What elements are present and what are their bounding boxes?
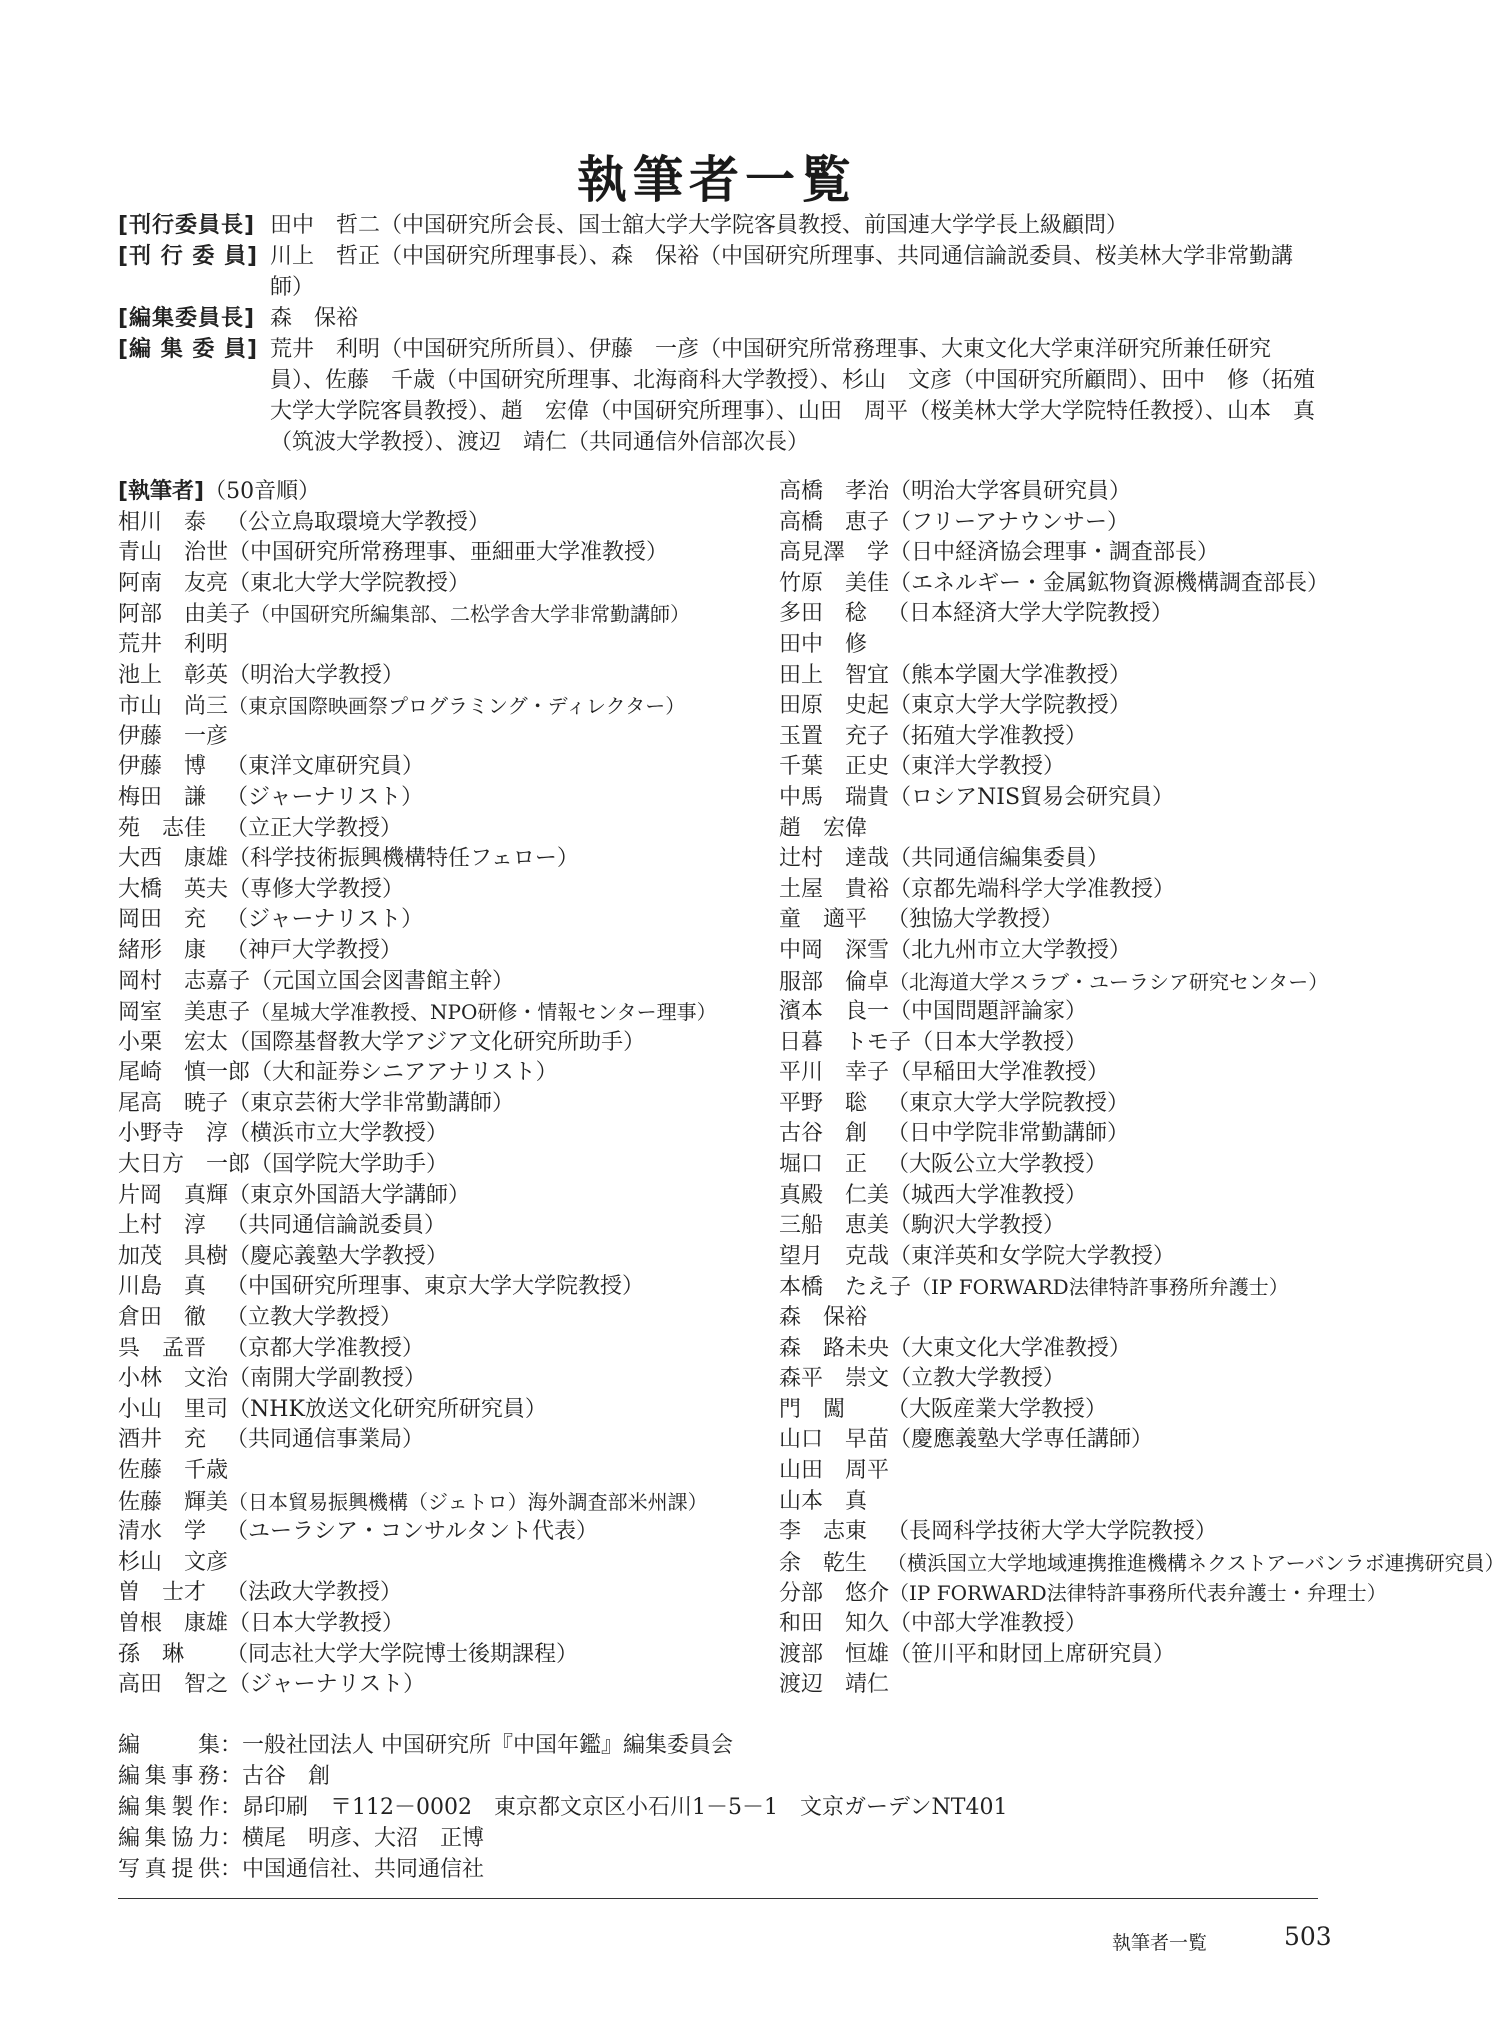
author-name: 酒井 充 [118,1427,207,1453]
author-name: 辻村 達哉 [779,846,890,872]
author-name: 堀口 正 [779,1152,868,1178]
author-entry [118,1456,758,1487]
author-name: 和田 知久 [779,1610,890,1636]
author-entry [118,1609,758,1640]
author-entry [779,1609,1359,1640]
author-entry [118,1578,758,1609]
author-name: 多田 稔 [779,601,868,627]
author-name: 大日方 一郎 [118,1152,251,1178]
author-entry [779,783,1359,814]
author-affiliation: （中国研究所編集部、二松学舎大学非常勤講師） [250,602,691,627]
author-affiliation: （日本経済大学大学院教授） [887,601,1174,627]
author-name: 古谷 創 [779,1121,868,1147]
author-affiliation: （同志社大学大学院博士後期課程） [226,1641,579,1667]
author-name: 川島 真 [118,1274,207,1300]
author-affiliation: （共同通信論説委員） [226,1213,447,1239]
credit-value: ：一般社団法人 中国研究所『中国年鑑』編集委員会 [220,1733,733,1758]
author-affiliation: （北九州市立大学教授） [889,937,1132,963]
author-affiliation: （大阪産業大学教授） [887,1396,1108,1422]
author-name: 梅田 謙 [118,784,207,810]
author-entry [118,1211,758,1242]
author-affiliation: （日中経済協会理事・調査部長） [889,540,1220,566]
author-affiliation: （エネルギー・金属鉱物資源機構調査部長） [889,570,1330,596]
author-name: 本橋 たえ子 [779,1275,912,1301]
author-name: 森 路未央 [779,1335,890,1361]
author-entry [779,1303,1359,1334]
author-affiliation: （IP FORWARD法律特許事務所弁護士） [911,1275,1289,1300]
author-name: 大橋 英夫 [118,876,229,902]
author-entry [779,1242,1359,1273]
author-affiliation: （笹川平和財団上席研究員） [889,1641,1176,1667]
author-entry [118,1517,758,1548]
author-name: 尾高 暁子 [118,1090,229,1116]
author-name: 中馬 瑞貴 [779,784,890,810]
author-entry [118,844,758,875]
author-affiliation: （NHK放送文化研究所研究員） [228,1396,547,1422]
author-entry [118,1425,758,1456]
author-affiliation: （共同通信編集委員） [889,846,1110,872]
author-name: 伊藤 博 [118,754,207,780]
author-affiliation: （日本大学教授） [911,1029,1088,1055]
author-affiliation: （横浜市立大学教授） [228,1121,449,1147]
author-affiliation: （京都大学准教授） [226,1335,425,1361]
author-affiliation: （熊本学園大学准教授） [889,662,1132,688]
author-affiliation: （神戸大学教授） [226,937,403,963]
author-affiliation: （東京大学大学院教授） [887,1090,1130,1116]
author-name: 土屋 貴裕 [779,876,890,902]
author-entry [779,538,1359,569]
author-affiliation: （日本貿易振興機構（ジェトロ）海外調査部米州課） [228,1489,708,1514]
author-affiliation: （大東文化大学准教授） [889,1335,1132,1361]
author-affiliation: （拓殖大学准教授） [889,723,1088,749]
authors-column-left [118,477,758,1701]
author-entry [118,1089,758,1120]
author-entry [118,538,758,569]
author-affiliation: （国際基督教大学アジア文化研究所助手） [228,1029,646,1055]
author-name: 荒井 利明 [118,631,229,657]
author-affiliation: （中国研究所理事、東京大学大学院教授） [226,1274,645,1300]
author-entry [779,599,1359,630]
credit-value: ：古谷 創 [220,1764,331,1789]
author-name: 分部 悠介 [779,1581,890,1607]
author-affiliation: （共同通信事業局） [226,1427,425,1453]
author-entry [779,1640,1359,1671]
credit-value: ：昴印刷 〒112－0002 東京都文京区小石川1－5－1 文京ガーデンNT401 [220,1795,1008,1820]
author-affiliation: （東京芸術大学非常勤講師） [228,1090,515,1116]
author-entry [779,1211,1359,1242]
author-name: 三船 恵美 [779,1213,890,1239]
author-name: 大西 康雄 [118,846,229,872]
author-affiliation: （慶応義塾大学教授） [228,1243,449,1269]
author-name: 呉 孟晋 [118,1335,207,1361]
author-entry [118,1028,758,1059]
author-name: 小野寺 淳 [118,1121,229,1147]
author-entry [118,569,758,600]
author-name: 岡田 充 [118,907,207,933]
author-name: 緒形 康 [118,937,207,963]
author-name: 曽 士才 [118,1580,207,1606]
author-affiliation: （日本大学教授） [228,1610,405,1636]
author-entry [118,1303,758,1334]
author-name: 小山 里司 [118,1396,229,1422]
author-entry [118,1334,758,1365]
author-affiliation: （立正大学教授） [226,815,403,841]
author-affiliation: （城西大学准教授） [889,1182,1088,1208]
author-name: 青山 治世 [118,540,229,566]
author-entry [779,661,1359,692]
author-affiliation: （科学技術振興機構特任フェロー） [228,846,579,872]
author-entry [779,1517,1359,1548]
author-affiliation: （東洋文庫研究員） [226,754,425,780]
author-affiliation: （ジャーナリスト） [226,784,424,810]
author-entry [779,477,1359,508]
author-entry [118,814,758,845]
committee-section [118,210,1318,458]
author-affiliation: （東北大学大学院教授） [228,570,471,596]
author-name: 玉置 充子 [779,723,890,749]
committee-names: 荒井 利明（中国研究所所員）、伊藤 一彦（中国研究所常務理事、大東文化大学東洋研究所兼任研究員）、佐藤 千歳（中国研究所理事、北海商科大学教授）、杉山 文彦（中国研究所顧問）、田中 修（拓殖大学大学院客員教授）、趙 宏偉（中国研究所理事）、山田 周平（桜美林大学大学院特任教授）、山本 真（筑波大学教授）、渡辺 靖仁（共同通信外信部次長） [270,337,1316,455]
author-entry [118,722,758,753]
author-affiliation: （中国研究所常務理事、亜細亜大学准教授） [228,540,669,566]
credit-row [118,1854,1007,1885]
credit-row [118,1823,1007,1854]
author-name: 中岡 深雪 [779,937,890,963]
author-name: 日暮 トモ子 [779,1029,912,1055]
author-entry [779,844,1359,875]
author-name: 岡村 志嘉子 [118,968,251,994]
author-entry [779,1395,1359,1426]
committee-row [118,334,1318,458]
author-entry [779,1456,1359,1487]
author-affiliation: （横浜国立大学地域連携推進機構ネクストアーバンラボ連携研究員） [887,1550,1505,1575]
author-entry [118,752,758,783]
author-entry [118,1242,758,1273]
author-name: 森平 崇文 [779,1366,890,1392]
author-affiliation: （日中学院非常勤講師） [887,1121,1130,1147]
author-entry [118,1364,758,1395]
author-entry [118,1272,758,1303]
author-entry [779,1058,1359,1089]
author-name: 渡部 恒雄 [779,1641,890,1667]
author-affiliation: （駒沢大学教授） [889,1213,1066,1239]
credits-section [118,1730,1007,1885]
author-name: 岡室 美恵子 [118,1000,251,1026]
authors-note: （50音順） [204,479,321,504]
author-entry [779,1425,1359,1456]
author-affiliation: （早稲田大学准教授） [889,1060,1110,1086]
author-name: 渡辺 靖仁 [779,1672,890,1698]
author-name: 小栗 宏太 [118,1029,229,1055]
authors-column-right [779,477,1505,1701]
author-affiliation: （ジャーナリスト） [228,1672,426,1698]
author-name: 苑 志佳 [118,815,207,841]
author-entry [779,1578,1387,1609]
author-entry [779,1364,1359,1395]
author-entry [779,875,1359,906]
author-entry [779,1670,1359,1701]
author-affiliation: （東京国際映画祭プログラミング・ディレクター） [228,694,686,719]
author-entry [118,997,758,1028]
author-name: 平野 聡 [779,1090,868,1116]
author-affiliation: （ジャーナリスト） [226,907,424,933]
author-entry [118,1058,758,1089]
author-affiliation: （明治大学客員研究員） [889,479,1132,504]
author-entry [779,1181,1359,1212]
author-entry [779,997,1359,1028]
author-name: 田中 修 [779,631,868,657]
author-affiliation: （星城大学准教授、NPO研修・情報センター理事） [250,1000,717,1025]
author-entry [779,569,1359,600]
author-affiliation: （法政大学教授） [226,1580,403,1606]
author-name: 真殿 仁美 [779,1182,890,1208]
author-entry [118,936,758,967]
credit-value: ：中国通信社、共同通信社 [220,1857,485,1882]
credit-row [118,1792,1007,1823]
committee-row [118,241,1318,303]
author-affiliation: （国学院大学助手） [250,1152,449,1178]
page-title: 執筆者一覧 [577,151,857,209]
credit-label: 編集協力 [118,1826,220,1851]
author-entry [118,1670,758,1701]
committee-role: [刊 行 委 員] [118,244,259,269]
author-affiliation: （東洋英和女学院大学教授） [889,1243,1176,1269]
author-entry [779,936,1359,967]
author-name: 清水 学 [118,1519,207,1545]
author-entry [779,508,1359,539]
author-name: 加茂 具樹 [118,1243,229,1269]
author-name: 阿部 由美子 [118,602,251,628]
author-entry [118,1150,758,1181]
author-entry [118,1640,758,1671]
author-entry [779,967,1359,998]
credit-value: ：横尾 明彦、大沼 正博 [220,1826,485,1851]
author-name: 山田 周平 [779,1458,890,1483]
author-name: 高見澤 学 [779,540,890,566]
author-name: 伊藤 一彦 [118,723,229,749]
author-name: 倉田 徹 [118,1305,207,1331]
author-name: 童 適平 [779,907,868,933]
credit-row [118,1730,1007,1761]
committee-row [118,210,1318,241]
committee-role: [編 集 委 員] [118,337,259,362]
author-name: 山本 真 [779,1488,868,1514]
author-affiliation: （南開大学副教授） [228,1366,427,1392]
author-name: 濱本 良一 [779,999,890,1025]
author-entry [118,661,758,692]
author-entry [779,752,1359,783]
credit-label: 写真提供 [118,1857,220,1882]
author-name: 平川 幸子 [779,1060,890,1086]
author-name: 相川 泰 [118,509,207,535]
author-entry [779,905,1359,936]
author-name: 望月 克哉 [779,1243,890,1269]
author-name: 趙 宏偉 [779,815,868,841]
footer-label: 執筆者一覧 [1112,1932,1208,1954]
author-name: 杉山 文彦 [118,1549,229,1575]
author-name: 高橋 孝治 [779,479,890,504]
author-affiliation: （慶應義塾大学専任講師） [889,1427,1154,1453]
author-affiliation: （独協大学教授） [887,907,1064,933]
author-entry [779,630,1359,661]
page-number: 503 [1284,1922,1332,1951]
author-name: 門 闖 [779,1396,846,1422]
author-entry [779,1487,1359,1518]
author-affiliation: （東京外国語大学講師） [228,1182,471,1208]
author-name: 李 志東 [779,1519,868,1545]
committee-names: 森 保裕 [270,306,359,331]
author-entry [779,1548,1505,1579]
author-entry [118,599,758,630]
author-entry [118,508,758,539]
author-affiliation: （大阪公立大学教授） [887,1152,1108,1178]
author-entry [118,875,758,906]
author-name: 阿南 友亮 [118,570,229,596]
author-name: 服部 倫卓 [779,969,890,995]
author-entry [118,1181,758,1212]
author-affiliation: （中国問題評論家） [889,999,1088,1025]
author-affiliation: （立教大学教授） [226,1305,403,1331]
footer-divider [118,1898,1318,1899]
author-entry [779,1334,1359,1365]
author-name: 田上 智宜 [779,662,890,688]
author-entry [118,1487,758,1518]
author-affiliation: （東京大学大学院教授） [889,693,1132,719]
author-name: 高橋 恵子 [779,509,890,535]
author-entry [779,722,1359,753]
author-affiliation: （明治大学教授） [228,662,405,688]
credit-label: 編集事務 [118,1764,220,1789]
author-affiliation: （東洋大学教授） [889,754,1066,780]
author-entry [118,905,758,936]
committee-names: 川上 哲正（中国研究所理事長）、森 保裕（中国研究所理事、共同通信論説委員、桜美林大学非常勤講師） [270,244,1294,300]
author-name: 田原 史起 [779,693,890,719]
author-entry [118,1395,758,1426]
credit-label: 編集製作 [118,1795,220,1820]
author-entry [118,967,758,998]
author-name: 孫 琳 [118,1641,185,1667]
author-entry [118,1119,758,1150]
author-entry [118,691,758,722]
author-affiliation: （大和証券シニアアナリスト） [250,1060,558,1086]
author-affiliation: （ロシアNIS貿易会研究員） [889,784,1175,810]
author-entry [779,1089,1359,1120]
committee-role: [編集委員長] [118,306,256,331]
author-affiliation: （専修大学教授） [228,876,405,902]
credit-row [118,1761,1007,1792]
author-name: 千葉 正史 [779,754,890,780]
committee-row [118,303,1318,334]
author-name: 高田 智之 [118,1672,229,1698]
author-entry [779,1028,1359,1059]
author-affiliation: （IP FORWARD法律特許事務所代表弁護士・弁理士） [889,1581,1387,1606]
author-entry [779,1150,1359,1181]
author-name: 森 保裕 [779,1305,868,1331]
authors-label: [執筆者] [118,479,205,504]
authors-heading [118,477,758,508]
author-entry [779,1272,1359,1303]
author-affiliation: （中部大学准教授） [889,1610,1088,1636]
author-entry [118,1548,758,1579]
author-entry [779,814,1359,845]
author-affiliation: （京都先端科学大学准教授） [889,876,1176,902]
author-affiliation: （立教大学教授） [889,1366,1066,1392]
author-affiliation: （フリーアナウンサー） [889,509,1130,535]
author-name: 上村 淳 [118,1213,207,1239]
author-name: 余 乾生 [779,1550,868,1576]
author-name: 佐藤 千歳 [118,1458,229,1483]
author-affiliation: （ユーラシア・コンサルタント代表） [226,1519,599,1545]
author-entry [779,1119,1359,1150]
author-name: 佐藤 輝美 [118,1489,229,1515]
author-entry [118,783,758,814]
committee-names: 田中 哲二（中国研究所会長、国士舘大学大学院客員教授、前国連大学学長上級顧問） [270,213,1129,238]
credit-label: 編集 [118,1733,220,1758]
author-name: 池上 彰英 [118,662,229,688]
author-affiliation: （長岡科学技術大学大学院教授） [887,1519,1218,1545]
author-name: 片岡 真輝 [118,1182,229,1208]
author-name: 曽根 康雄 [118,1610,229,1636]
author-name: 尾崎 慎一郎 [118,1060,251,1086]
committee-role: [刊行委員長] [118,213,256,238]
author-affiliation: （公立鳥取環境大学教授） [226,509,491,535]
author-name: 山口 早苗 [779,1427,890,1453]
author-entry [118,630,758,661]
author-affiliation: （元国立国会図書館主幹） [250,968,515,994]
author-name: 市山 尚三 [118,694,229,720]
author-entry [779,691,1359,722]
author-name: 小林 文治 [118,1366,229,1392]
author-affiliation: （北海道大学スラブ・ユーラシア研究センター） [889,969,1329,994]
author-name: 竹原 美佳 [779,570,890,596]
